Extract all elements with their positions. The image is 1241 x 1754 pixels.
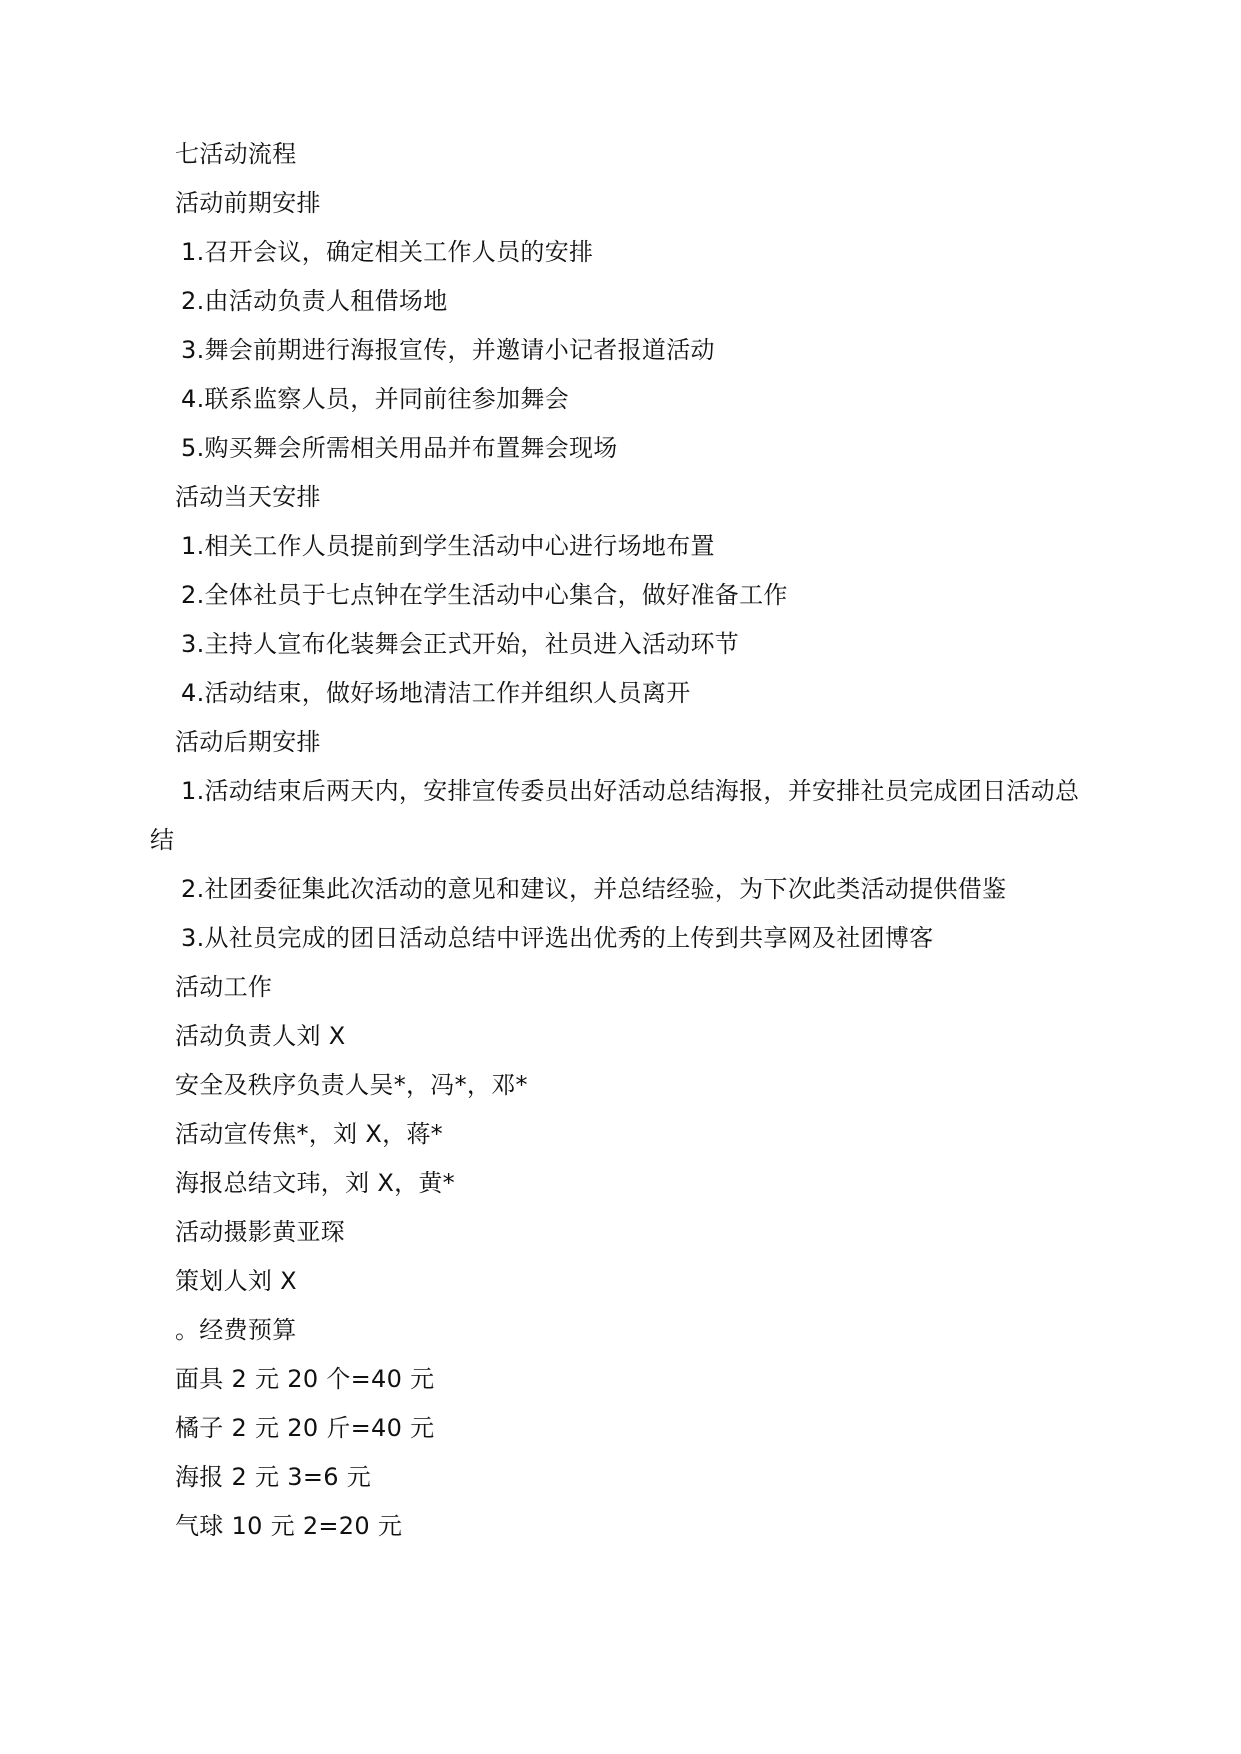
budget-item: 气球 10 元 2=20 元 xyxy=(175,1512,403,1540)
budget-item: 面具 2 元 20 个=40 元 xyxy=(175,1365,435,1393)
list-item: 3.从社员完成的团日活动总结中评选出优秀的上传到共享网及社团博客 xyxy=(181,924,934,952)
staff-entry: 活动宣传焦*，刘 X，蒋* xyxy=(175,1120,443,1148)
list-item: 4.活动结束，做好场地清洁工作并组织人员离开 xyxy=(181,679,691,707)
list-item: 4.联系监察人员，并同前往参加舞会 xyxy=(181,385,569,413)
subsection-heading: 活动后期安排 xyxy=(175,728,321,756)
list-item: 2.由活动负责人租借场地 xyxy=(181,287,448,315)
staff-entry: 活动负责人刘 X xyxy=(175,1022,346,1050)
list-item: 5.购买舞会所需相关用品并布置舞会现场 xyxy=(181,434,618,462)
list-item: 1.活动结束后两天内，安排宣传委员出好活动总结海报，并安排社员完成团日活动总 xyxy=(181,777,1080,805)
subsection-heading: 活动工作 xyxy=(175,973,273,1001)
staff-entry: 活动摄影黄亚琛 xyxy=(175,1218,346,1246)
staff-entry: 安全及秩序负责人吴*，冯*，邓* xyxy=(175,1071,528,1099)
list-item-continuation: 结 xyxy=(150,826,175,854)
list-item: 1.相关工作人员提前到学生活动中心进行场地布置 xyxy=(181,532,715,560)
subsection-heading: 活动前期安排 xyxy=(175,189,321,217)
budget-item: 海报 2 元 3=6 元 xyxy=(175,1463,372,1491)
subsection-heading: 活动当天安排 xyxy=(175,483,321,511)
budget-item: 橘子 2 元 20 斤=40 元 xyxy=(175,1414,435,1442)
list-item: 2.社团委征集此次活动的意见和建议，并总结经验，为下次此类活动提供借鉴 xyxy=(181,875,1007,903)
document-body xyxy=(0,140,1241,1576)
list-item: 1.召开会议，确定相关工作人员的安排 xyxy=(181,238,594,266)
section-heading: 。经费预算 xyxy=(175,1316,297,1344)
list-item: 3.主持人宣布化装舞会正式开始，社员进入活动环节 xyxy=(181,630,740,658)
section-heading: 七活动流程 xyxy=(175,140,297,168)
list-item: 2.全体社员于七点钟在学生活动中心集合，做好准备工作 xyxy=(181,581,788,609)
list-item: 3.舞会前期进行海报宣传，并邀请小记者报道活动 xyxy=(181,336,715,364)
staff-entry: 策划人刘 X xyxy=(175,1267,297,1295)
staff-entry: 海报总结文玮，刘 X，黄* xyxy=(175,1169,455,1197)
